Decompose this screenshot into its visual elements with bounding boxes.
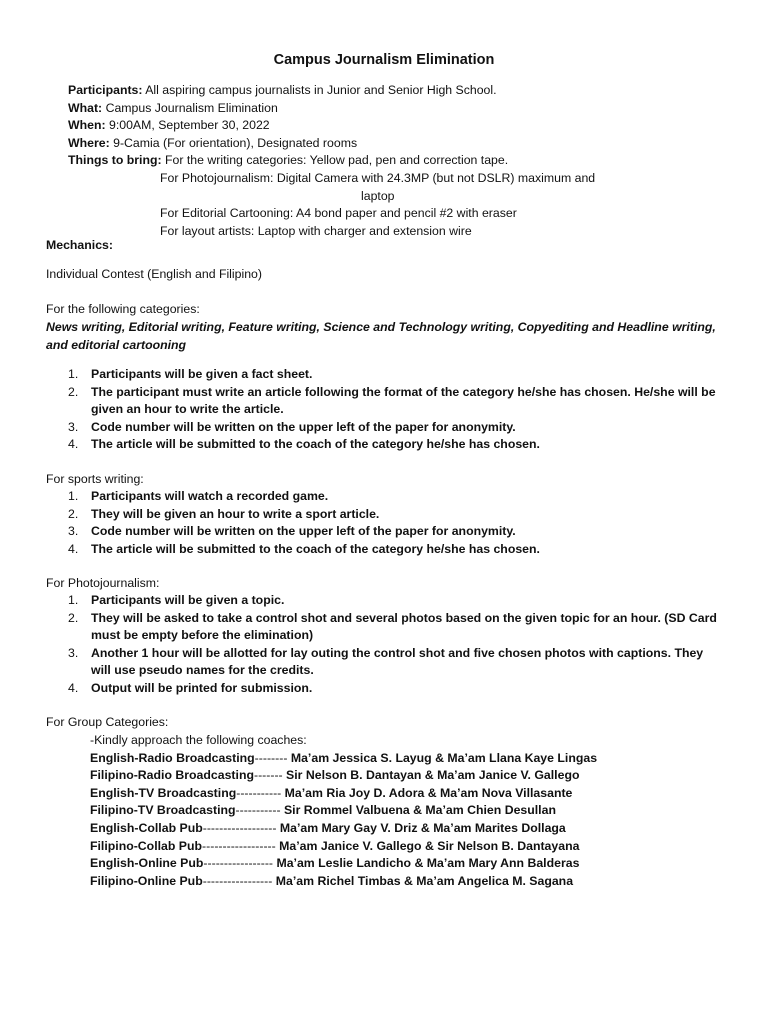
list-item [46, 506, 726, 524]
list-number: 2. [68, 610, 79, 625]
where-row [68, 135, 708, 153]
list-item [46, 680, 726, 698]
when-value: 9:00AM, September 30, 2022 [105, 118, 270, 133]
what-label: What: [68, 100, 103, 115]
what-row [68, 100, 708, 118]
list-number: 1. [68, 367, 79, 381]
bring-value: For the writing categories: Yellow pad, pen and correction tape. [161, 153, 509, 168]
categories-list-line1: News writing, Editorial writing, Feature writing, Science and Technology writing, Copyediting and Headline writing, [46, 320, 716, 334]
coach-dashes: ----------- [235, 803, 281, 818]
categories-list-line2: and editorial cartooning [46, 338, 187, 352]
bring-row [68, 152, 708, 170]
group-intro: -Kindly approach the following coaches: [90, 733, 307, 747]
participants-label: Participants: [68, 83, 143, 97]
participants-row [68, 82, 708, 100]
coach-category: Filipino-Radio Broadcasting [90, 768, 254, 783]
bring-photo-cont: laptop [361, 188, 395, 203]
list-text: They will be asked to take a control shot and several photos based on the given topic for an hour. (SD Card must be empty before the elimination) [91, 610, 717, 643]
coach-names: Ma’am Janice V. Gallego & Sir Nelson B. Dantayana [275, 838, 580, 853]
photo-heading: For Photojournalism: [46, 576, 160, 590]
list-text: Participants will be given a fact sheet. [91, 367, 313, 381]
list-item [90, 750, 710, 768]
list-item [46, 592, 726, 610]
coach-dashes: ----------------- [202, 873, 273, 888]
sports-steps [46, 488, 726, 558]
list-text: Code number will be written on the upper left of the paper for anonymity. [91, 419, 516, 434]
list-item [46, 419, 726, 437]
writing-steps [46, 366, 726, 454]
individual-contest: Individual Contest (English and Filipino) [46, 267, 262, 281]
list-item [46, 436, 726, 454]
list-item [90, 838, 710, 856]
coach-category: Filipino-Collab Pub [90, 838, 203, 853]
coaches-list [90, 732, 710, 890]
coach-dashes: ------------------ [202, 838, 276, 853]
list-text: Output will be printed for submission. [91, 680, 313, 695]
list-item [46, 384, 726, 419]
coach-dashes: ----------- [236, 785, 282, 800]
list-number: 4. [68, 680, 79, 695]
list-text: Participants will watch a recorded game. [91, 489, 329, 503]
event-info [68, 82, 708, 240]
list-number: 4. [68, 541, 79, 556]
list-item [90, 855, 710, 873]
when-label: When: [68, 118, 106, 133]
list-item [46, 488, 726, 506]
coach-names: Sir Rommel Valbuena & Ma’am Chien Desullan [280, 803, 556, 818]
list-number: 3. [68, 419, 79, 434]
coach-dashes: ------------------ [202, 820, 277, 835]
list-text: Participants will be given a topic. [91, 593, 285, 607]
coach-names: Ma’am Leslie Landicho & Ma’am Mary Ann Balderas [273, 856, 580, 871]
list-text: The article will be submitted to the coach of the category he/she has chosen. [91, 437, 540, 452]
list-item [90, 873, 710, 891]
list-number: 1. [68, 489, 79, 503]
coach-dashes: ------- [253, 768, 283, 783]
coach-names: Ma’am Richel Timbas & Ma’am Angelica M. Sagana [272, 873, 574, 888]
coach-category: English-TV Broadcasting [90, 785, 237, 800]
list-text: Code number will be written on the upper left of the paper for anonymity. [91, 524, 516, 539]
photo-steps [46, 592, 726, 698]
list-item [90, 767, 710, 785]
what-value: Campus Journalism Elimination [102, 100, 278, 115]
list-item [46, 366, 726, 384]
participants-value: All aspiring campus journalists in Junior and Senior High School. [142, 83, 497, 97]
list-number: 2. [68, 506, 79, 521]
group-heading: For Group Categories: [46, 715, 169, 729]
bring-cartoon: For Editorial Cartooning: A4 bond paper and pencil #2 with eraser [160, 206, 517, 221]
list-item [90, 802, 710, 820]
list-number: 2. [68, 384, 79, 399]
list-item [46, 541, 726, 559]
list-item [90, 820, 710, 838]
coach-names: Sir Nelson B. Dantayan & Ma’am Janice V. Gallego [282, 768, 580, 783]
when-row [68, 117, 708, 135]
list-number: 4. [68, 437, 79, 452]
coach-category: Filipino-Online Pub [90, 873, 203, 888]
document-title: Campus Journalism Elimination [273, 52, 495, 68]
coach-category: English-Radio Broadcasting [90, 750, 255, 765]
bring-photo: For Photojournalism: Digital Camera with 24.3MP (but not DSLR) maximum and [160, 170, 596, 185]
list-item [46, 523, 726, 541]
coach-names: Ma’am Jessica S. Layug & Ma’am Llana Kaye Lingas [287, 750, 598, 765]
coach-category: English-Collab Pub [90, 820, 203, 835]
list-text: The participant must write an article following the format of the category he/she has chosen. He/she will be given an hour to write the article. [91, 384, 716, 417]
categories-intro: For the following categories: [46, 302, 200, 316]
coach-names: Ma’am Ria Joy D. Adora & Ma’am Nova Villasante [281, 785, 573, 800]
sports-heading: For sports writing: [46, 472, 144, 486]
coach-dashes: ----------------- [203, 856, 274, 871]
list-number: 3. [68, 524, 79, 539]
coach-dashes: -------- [254, 750, 288, 765]
list-number: 3. [68, 645, 79, 660]
coach-category: English-Online Pub [90, 856, 204, 871]
mechanics-heading: Mechanics: [46, 238, 113, 252]
list-item [46, 645, 726, 680]
list-text: They will be given an hour to write a sport article. [91, 506, 380, 521]
list-text: The article will be submitted to the coach of the category he/she has chosen. [91, 541, 540, 556]
where-value: 9-Camia (For orientation), Designated rooms [109, 135, 358, 150]
coach-category: Filipino-TV Broadcasting [90, 803, 236, 818]
list-item [90, 785, 710, 803]
bring-layout: For layout artists: Laptop with charger and extension wire [160, 223, 472, 238]
list-text: Another 1 hour will be allotted for lay outing the control shot and five chosen photos with captions. They will use pseudo names for the credits. [91, 645, 704, 678]
where-label: Where: [68, 135, 110, 150]
list-item [46, 610, 726, 645]
coach-names: Ma’am Mary Gay V. Driz & Ma’am Marites Dollaga [276, 820, 566, 835]
list-number: 1. [68, 593, 79, 607]
bring-label: Things to bring: [68, 153, 162, 168]
